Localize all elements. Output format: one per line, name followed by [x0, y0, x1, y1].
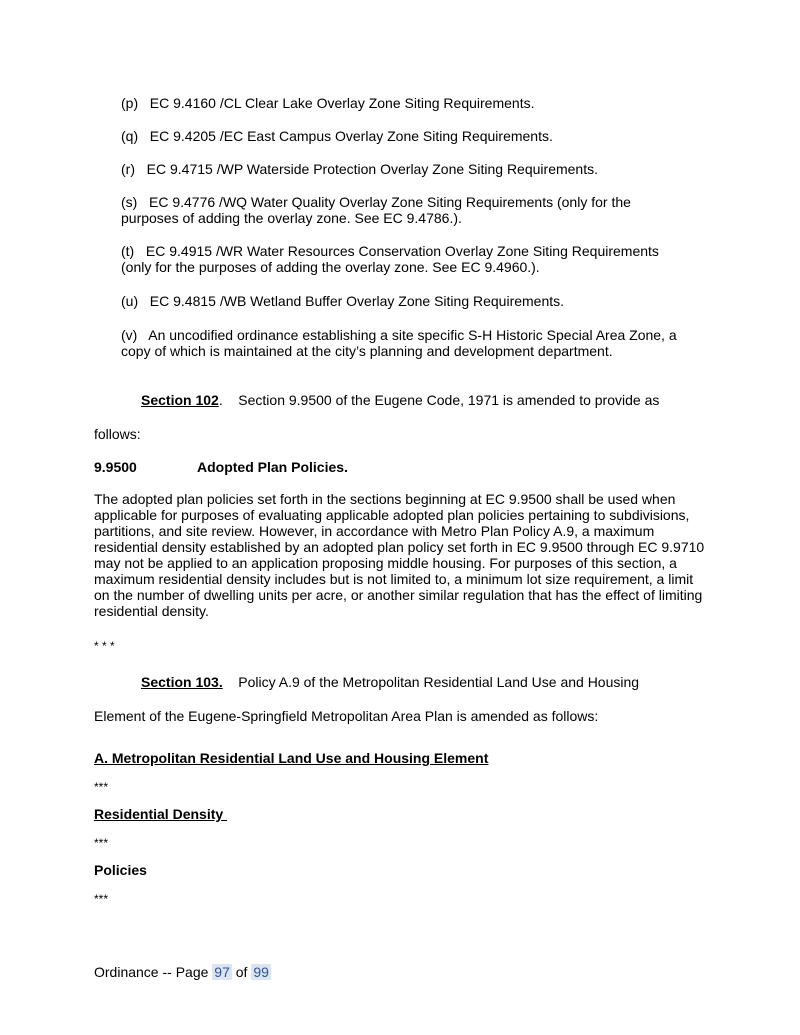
list-item-q [121, 128, 711, 144]
section-102-period: . [218, 392, 223, 408]
list-item-p [121, 95, 711, 111]
list-text: EC 9.4815 /WB Wetland Buffer Overlay Zone Siting Requirements. [149, 293, 565, 309]
stars-separator: *** [94, 836, 109, 850]
footer-page-number: 97 [214, 964, 230, 980]
footer-of: of [235, 964, 248, 980]
stars-separator: *** [94, 780, 109, 794]
list-text: EC 9.4205 /EC East Campus Overlay Zone Siting Requirements. [149, 128, 553, 144]
list-label: (t) [121, 243, 135, 259]
residential-density-heading: Residential Density [94, 806, 228, 822]
section-103-continuation: Element of the Eugene-Springfield Metropolitan Area Plan is amended as follows: [94, 708, 599, 724]
list-label: (q) [121, 128, 139, 144]
section-heading: Adopted Plan Policies. [197, 459, 348, 475]
footer-total-pages: 99 [253, 964, 269, 980]
policies-heading: Policies [94, 862, 147, 878]
list-text: EC 9.4915 /WR Water Resources Conservation Overlay Zone Siting Requirements (only for the purposes of adding the overlay zone. See EC 9.4960.). [121, 243, 659, 275]
page-footer [94, 964, 271, 980]
list-text: EC 9.4776 /WQ Water Quality Overlay Zone Siting Requirements (only for the purposes of adding the overlay zone. See EC 9.4786.). [121, 194, 631, 226]
ellipsis-separator: * * * [94, 639, 115, 653]
list-label: (s) [121, 194, 138, 210]
list-item-u [121, 293, 711, 309]
list-label: (u) [121, 293, 139, 309]
section-103-text: Policy A.9 of the Metropolitan Residential Land Use and Housing [238, 674, 640, 690]
stars-separator: *** [94, 892, 109, 906]
list-text: An uncodified ordinance establishing a site specific S-H Historic Special Area Zone, a copy of which is maintained at the city’s planning and development department. [121, 327, 677, 359]
element-heading: A. Metropolitan Residential Land Use and Housing Element [94, 750, 489, 766]
list-text: EC 9.4160 /CL Clear Lake Overlay Zone Siting Requirements. [149, 95, 535, 111]
list-text: EC 9.4715 /WP Waterside Protection Overlay Zone Siting Requirements. [146, 161, 598, 177]
section-number: 9.9500 [94, 459, 137, 475]
list-item-v [121, 327, 701, 359]
list-label: (r) [121, 161, 135, 177]
section-102-title: Section 102 [141, 392, 219, 408]
list-item-r [121, 161, 711, 177]
section-103-line [141, 674, 741, 690]
body-paragraph: The adopted plan policies set forth in the sections beginning at EC 9.9500 shall be used when applicable for purposes of evaluating applicable adopted plan policies pertaining to subdivisions, partitions, and site review. However, in accordance with Metro Plan Policy A.9, a maximum residential density established by an adopted plan policy set forth in EC 9.9500 through EC 9.9710 may not be applied to an application proposing middle housing. For purposes of this section, a maximum residential density includes but is not limited to, a minimum lot size requirement, a limit on the number of dwelling units per acre, or another similar regulation that has the effect of limiting residential density. [94, 491, 705, 619]
section-102-text: Section 9.9500 of the Eugene Code, 1971 is amended to provide as [238, 392, 660, 408]
list-label: (v) [121, 327, 138, 343]
section-102-line [141, 392, 741, 408]
list-item-t [121, 243, 691, 275]
footer-prefix: Ordinance -- Page [94, 964, 209, 980]
section-102-continuation: follows: [94, 426, 141, 442]
section-103-title: Section 103. [141, 674, 223, 690]
list-label: (p) [121, 95, 139, 111]
list-item-s [121, 194, 661, 226]
